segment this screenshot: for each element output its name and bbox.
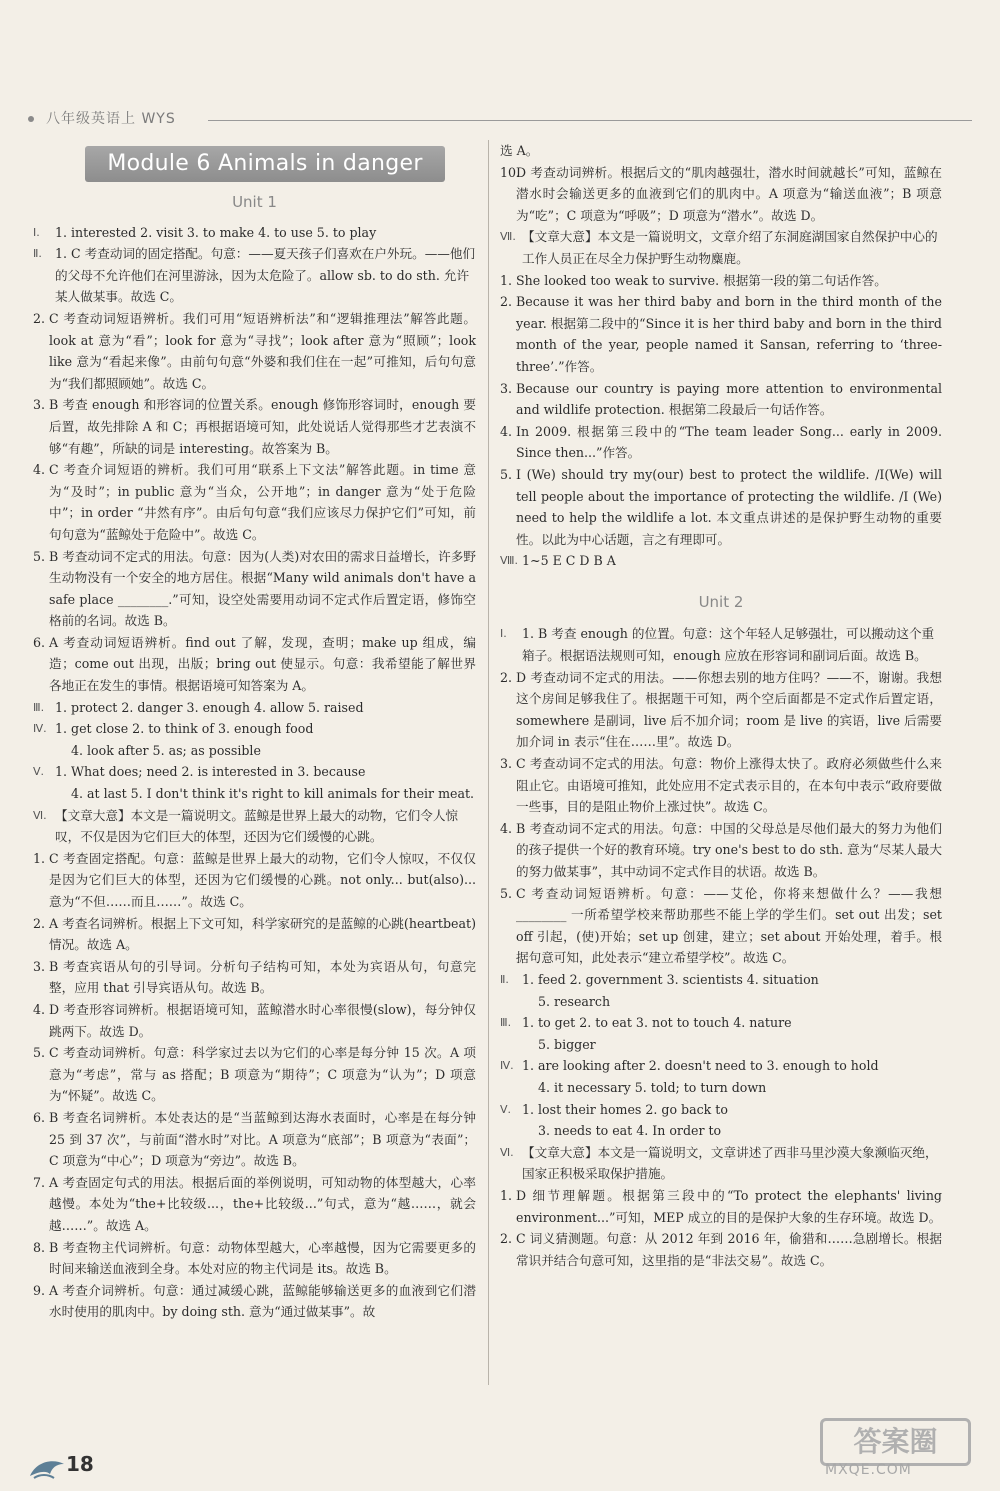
item-number: 3. bbox=[33, 958, 46, 974]
answer-item bbox=[500, 1185, 942, 1228]
item-number: 2. bbox=[33, 310, 46, 326]
answer-text: Because our country is paying more attention to environmental and wildlife protection. 根据第二段最后一句话作答。 bbox=[516, 380, 942, 418]
answer-text: 5. research bbox=[538, 993, 611, 1009]
section-answer-line bbox=[33, 805, 476, 848]
answer-text: B 考查动词不定式的用法。句意：中国的父母总是尽他们最大的努力为他们的孩子提供一个好的教育环境。try one's best to do sth. 意为“尽某人最大的努力做某事”，其中动词不定式作目的状语。故选 B。 bbox=[516, 820, 942, 879]
answer-text: B 考查动词不定式的用法。句意：因为(人类)对农田的需求日益增长，许多野生动物没有一个安全的地方居住。根据“Many wild animals don't have a safe place ________.”可知，设空处需要用动词不定式作后置定语，修饰空格前的名词。故选 B。 bbox=[49, 548, 476, 629]
answer-item bbox=[500, 270, 942, 292]
section-answer-line bbox=[33, 761, 476, 783]
answer-item bbox=[33, 1172, 476, 1237]
item-number: 6. bbox=[33, 1109, 46, 1125]
answer-text: 1. protect 2. danger 3. enough 4. allow 5. raised bbox=[55, 699, 364, 715]
item-number: 1. bbox=[33, 850, 46, 866]
section-answer-line bbox=[500, 1099, 942, 1121]
section-answer-line bbox=[500, 1120, 942, 1142]
section-answer-line bbox=[500, 991, 942, 1013]
answer-text: C 考查固定搭配。句意：蓝鲸是世界上最大的动物，它们令人惊叹，不仅仅是因为它们巨大的体型，还因为它们缓慢的心跳。not only... but(also)... 意为“不但……而且……”。故选 C。 bbox=[49, 850, 476, 909]
section-answer-line bbox=[33, 783, 476, 805]
answer-item bbox=[33, 913, 476, 956]
module-banner: Module 6 Animals in danger bbox=[85, 146, 445, 182]
item-number: 2. bbox=[33, 915, 46, 931]
answer-text: 1. C 考查动词的固定搭配。句意：——夏天孩子们喜欢在户外玩。——他们的父母不允许他们在河里游泳，因为太危险了。allow sb. to do sth. 允许某人做某事。故选 C。 bbox=[55, 246, 476, 305]
answer-text: 4. at last 5. I don't think it's right to kill animals for their meat. bbox=[71, 786, 475, 802]
answer-text: 4. look after 5. as; as possible bbox=[71, 742, 261, 758]
left-answer-list bbox=[33, 222, 476, 1323]
section-answer-line bbox=[33, 697, 476, 719]
answer-item bbox=[33, 1280, 476, 1323]
answer-item bbox=[33, 848, 476, 913]
section-roman-numeral: Ⅰ. bbox=[500, 627, 507, 641]
answer-text: C 考查动词辨析。句意：科学家过去以为它们的心率是每分钟 15 次。A 项意为“考虑”，常与 as 搭配；B 项意为“期待”；C 项意为“认为”；D 项意为“怀疑”。故选 C。 bbox=[49, 1045, 476, 1104]
section-answer-line bbox=[500, 550, 942, 572]
running-header bbox=[28, 108, 972, 132]
item-number: 7. bbox=[33, 1174, 46, 1190]
item-number: 10. bbox=[500, 164, 521, 180]
right-answer-list-unit2 bbox=[500, 623, 942, 1271]
item-number: 5. bbox=[500, 466, 513, 482]
section-roman-numeral: Ⅳ. bbox=[33, 722, 47, 736]
answer-text: 【文章大意】本文是一篇说明文。蓝鲸是世界上最大的动物，它们令人惊叹，不仅是因为它们巨大的体型，还因为它们缓慢的心跳。 bbox=[55, 807, 458, 845]
answer-item bbox=[500, 378, 942, 421]
answer-item bbox=[33, 1107, 476, 1172]
section-roman-numeral: Ⅲ. bbox=[33, 700, 45, 714]
item-number: 1. bbox=[500, 272, 513, 288]
section-roman-numeral: Ⅰ. bbox=[33, 225, 40, 239]
item-number: 2. bbox=[500, 669, 513, 685]
bullet-icon bbox=[28, 116, 34, 122]
section-roman-numeral: Ⅴ. bbox=[33, 765, 45, 779]
section-answer-line bbox=[500, 623, 942, 666]
answer-item bbox=[500, 1228, 942, 1271]
answer-text: D 考查动词辨析。根据后文的“肌肉越强壮，潜水时间就越长”可知，蓝鲸在潜水时会输送更多的血液到它们的肌肉中。A 项意为“输送血液”；B 项意为“吃”；C 项意为“呼吸”；D 项意为“潜水”。故选 D。 bbox=[516, 164, 942, 223]
item-number: 3. bbox=[33, 397, 46, 413]
answer-item bbox=[500, 464, 942, 550]
answer-text: 4. it necessary 5. told; to turn down bbox=[538, 1079, 767, 1095]
answer-text: B 考查宾语从句的引导词。分析句子结构可知，本处为宾语从句，句意完整，应用 that 引导宾语从句。故选 B。 bbox=[49, 958, 476, 996]
answer-text: 【文章大意】本文是一篇说明文，文章介绍了东洞庭湖国家自然保护中心的工作人员正在尽全力保护野生动物麋鹿。 bbox=[522, 229, 938, 266]
right-answer-list-unit1 bbox=[500, 140, 942, 572]
continued-text bbox=[500, 140, 942, 162]
answer-item bbox=[500, 291, 942, 377]
section-answer-line bbox=[500, 1012, 942, 1034]
answer-item bbox=[500, 883, 942, 969]
answer-item bbox=[33, 1237, 476, 1280]
section-roman-numeral: Ⅶ. bbox=[500, 230, 516, 244]
section-answer-line bbox=[500, 1055, 942, 1077]
answer-text: 选 A。 bbox=[500, 143, 539, 158]
dolphin-logo-icon bbox=[28, 1456, 66, 1482]
answer-text: 1. get close 2. to think of 3. enough food bbox=[55, 721, 314, 737]
answer-item bbox=[33, 308, 476, 394]
section-answer-line bbox=[500, 969, 942, 991]
answer-text: A 考查介词辨析。句意：通过减缓心跳，蓝鲸能够输送更多的血液到它们潜水时使用的肌肉中。by doing sth. 意为“通过做某事”。故 bbox=[49, 1282, 476, 1320]
answer-text: D 考查动词不定式的用法。——你想去别的地方住吗？——不，谢谢。我想这个房间足够我住了。根据题干可知，两个空后面都是不定式作后置定语，somewhere 是副词，live 后不加介词；room 是 live 的宾语，live 后需要加介词 in 表示“住在……里”。故选 D。 bbox=[516, 669, 942, 750]
section-answer-line bbox=[500, 226, 942, 269]
answer-text: B 考查名词辨析。本处表达的是“当蓝鲸到达海水表面时，心率是在每分钟 25 到 37 次”，与前面“潜水时”对比。A 项意为“底部”；B 项意为“表面”；C 项意为“中心”；D 项意为“旁边”。故选 B。 bbox=[49, 1109, 476, 1169]
answer-text: C 考查动词短语辨析。句意：——艾伦，你将来想做什么？——我想 ________ 一所希望学校来帮助那些不能上学的学生们。set out 出发；set off 引起，(使)开始；set up 创建，建立；set about 开始处理，着手。根据句意可知，此处表示“建立希望学校”。故选 C。 bbox=[516, 885, 942, 966]
item-number: 4. bbox=[33, 462, 46, 478]
answer-item bbox=[500, 421, 942, 464]
watermark-url: MXQE.COM bbox=[825, 1462, 912, 1478]
page-number: 18 bbox=[66, 1452, 94, 1476]
answer-text: 1. What does; need 2. is interested in 3. because bbox=[55, 764, 366, 780]
item-number: 8. bbox=[33, 1239, 46, 1255]
section-answer-line bbox=[33, 718, 476, 740]
answer-item bbox=[33, 1042, 476, 1107]
section-answer-line bbox=[33, 243, 476, 308]
section-answer-line bbox=[500, 1142, 942, 1185]
answer-text: 1. to get 2. to eat 3. not to touch 4. nature bbox=[522, 1015, 792, 1031]
section-roman-numeral: Ⅳ. bbox=[500, 1059, 514, 1073]
item-number: 5. bbox=[33, 548, 46, 564]
answer-text: A 考查名词辨析。根据上下文可知，科学家研究的是蓝鲸的心跳(heartbeat)情况。故选 A。 bbox=[49, 915, 476, 953]
answer-item bbox=[500, 667, 942, 753]
header-title: 八年级英语上 WYS bbox=[46, 111, 176, 127]
section-roman-numeral: Ⅱ. bbox=[500, 972, 509, 986]
item-number: 3. bbox=[500, 756, 513, 772]
answer-text: 3. needs to eat 4. In order to bbox=[538, 1123, 722, 1139]
answer-text: B 考查物主代词辨析。句意：动物体型越大，心率越慢，因为它需要更多的时间来输送血液到全身。本处对应的物主代词是 its。故选 B。 bbox=[49, 1239, 476, 1277]
section-roman-numeral: Ⅵ. bbox=[500, 1145, 514, 1159]
answer-text: She looked too weak to survive. 根据第一段的第二句话作答。 bbox=[516, 272, 887, 288]
answer-item bbox=[500, 818, 942, 883]
answer-text: C 考查介词短语的辨析。我们可用“联系上下文法”解答此题。in time 意为“及时”；in public 意为“当众，公开地”；in danger 意为“处于危险中”；in order “井然有序”。由后句句意“我们应该尽力保护它们”可知，前句句意为“蓝鲸处于危险中”。故选 C。 bbox=[49, 462, 476, 542]
answer-text: A 考查动词短语辨析。find out 了解，发现，查明；make up 组成，编造；come out 出现，出版；bring out 使显示。句意：我希望能了解世界各地正在发生的事情。根据语境可知答案为 A。 bbox=[49, 634, 476, 694]
section-answer-line bbox=[33, 740, 476, 762]
section-roman-numeral: Ⅱ. bbox=[33, 247, 42, 261]
answer-item bbox=[500, 162, 942, 227]
answer-text: C 考查动词短语辨析。我们可用“短语辨析法”和“逻辑推理法”解答此题。look at 意为“看”；look for 意为“寻找”；look after 意为“照顾”；look like 意为“看起来像”。由前句句意“外婆和我们住在一起”可推知，后句句意为“我们都照顾她”。故选 C。 bbox=[49, 310, 476, 391]
answer-item bbox=[33, 394, 476, 459]
answer-item bbox=[33, 459, 476, 545]
item-number: 4. bbox=[500, 820, 513, 836]
answer-text: 5. bigger bbox=[538, 1036, 596, 1052]
answer-item bbox=[33, 999, 476, 1042]
answer-text: B 考查 enough 和形容词的位置关系。enough 修饰形容词时，enough 要后置，故先排除 A 和 C；再根据语境可知，此处说话人觉得那些才艺表演不够“有趣”，所缺的词是 interesting。故答案为 B。 bbox=[49, 397, 476, 456]
answer-item bbox=[33, 632, 476, 697]
answer-text: C 词义猜测题。句意：从 2012 年到 2016 年，偷猎和……急剧增长。根据常识并结合句意可知，这里指的是“非法交易”。故选 C。 bbox=[516, 1231, 942, 1268]
answer-text: A 考查固定句式的用法。根据后面的举例说明，可知动物的体型越大，心率越慢。本处为“the+比较级...，the+比较级...”句式，意为“越……，就会越……”。故选 A。 bbox=[49, 1174, 476, 1233]
item-number: 2. bbox=[500, 294, 513, 310]
section-answer-line bbox=[500, 1034, 942, 1056]
answer-text: 1. interested 2. visit 3. to make 4. to use 5. to play bbox=[55, 224, 377, 240]
item-number: 1. bbox=[500, 1187, 513, 1203]
answer-text: In 2009. 根据第三段中的“The team leader Song... early in 2009. Since then...”作答。 bbox=[516, 423, 942, 461]
item-number: 4. bbox=[500, 423, 513, 439]
answer-text: 1. B 考查 enough 的位置。句意：这个年轻人足够强壮，可以搬动这个重箱子。根据语法规则可知，enough 应放在形容词和副词后面。故选 B。 bbox=[522, 626, 935, 664]
watermark-logo: 答案圈 bbox=[820, 1418, 971, 1466]
column-divider bbox=[488, 140, 489, 1385]
item-number: 2. bbox=[500, 1231, 513, 1247]
answer-item bbox=[33, 546, 476, 632]
section-answer-line bbox=[500, 1077, 942, 1099]
item-number: 5. bbox=[500, 885, 513, 901]
answer-text: C 考查动词不定式的用法。句意：物价上涨得太快了。政府必须做些什么来阻止它。由语境可推知，此处应用不定式表示目的，在本句中表示“政府要做一些事，目的是阻止物价上涨过快”。故选 C。 bbox=[516, 756, 942, 815]
header-rule bbox=[208, 120, 972, 121]
section-roman-numeral: Ⅵ. bbox=[33, 808, 47, 822]
answer-text: 1~5 E C D B A bbox=[522, 553, 616, 569]
answer-text: 1. feed 2. government 3. scientists 4. situation bbox=[522, 971, 819, 987]
answer-text: D 考查形容词辨析。根据语境可知，蓝鲸潜水时心率很慢(slow)，每分钟仅跳两下。故选 D。 bbox=[49, 1001, 476, 1039]
unit-2-heading: Unit 2 bbox=[698, 592, 744, 611]
unit-1-heading: Unit 1 bbox=[232, 193, 277, 211]
answer-text: 1. are looking after 2. doesn't need to 3. enough to hold bbox=[522, 1058, 879, 1074]
answer-text: 【文章大意】本文是一篇说明文，文章讲述了西非马里沙漠大象濒临灭绝，国家正积极采取保护措施。 bbox=[522, 1144, 938, 1182]
section-answer-line bbox=[33, 222, 476, 244]
item-number: 9. bbox=[33, 1282, 46, 1298]
item-number: 5. bbox=[33, 1045, 46, 1061]
answer-text: Because it was her third baby and born in the third month of the year. 根据第二段中的“Since it is her third baby and born in the third month of the year, people named it Sansan, referring to ‘three-three’.”作答。 bbox=[516, 294, 942, 374]
answer-text: D 细节理解题。根据第三段中的“To protect the elephants' living environment...”可知，MEP 成立的目的是保护大象的生存环境。故选 D。 bbox=[516, 1187, 942, 1225]
section-roman-numeral: Ⅷ. bbox=[500, 554, 518, 568]
item-number: 4. bbox=[33, 1001, 46, 1017]
right-column bbox=[500, 140, 942, 1271]
section-roman-numeral: Ⅴ. bbox=[500, 1102, 512, 1116]
item-number: 6. bbox=[33, 634, 46, 650]
section-roman-numeral: Ⅲ. bbox=[500, 1016, 512, 1030]
left-column bbox=[33, 138, 476, 1323]
answer-item bbox=[33, 956, 476, 999]
answer-item bbox=[500, 753, 942, 818]
answer-text: 1. lost their homes 2. go back to bbox=[522, 1101, 728, 1117]
item-number: 3. bbox=[500, 380, 513, 396]
answer-text: I (We) should try my(our) best to protect the wildlife. /I(We) will tell people about the importance of protecting the wildlife. /I (We) need to help the wildlife a lot. 本文重点讲述的是保护野生动物的重要性。以此为中心话题，言之有理即可。 bbox=[516, 466, 942, 547]
